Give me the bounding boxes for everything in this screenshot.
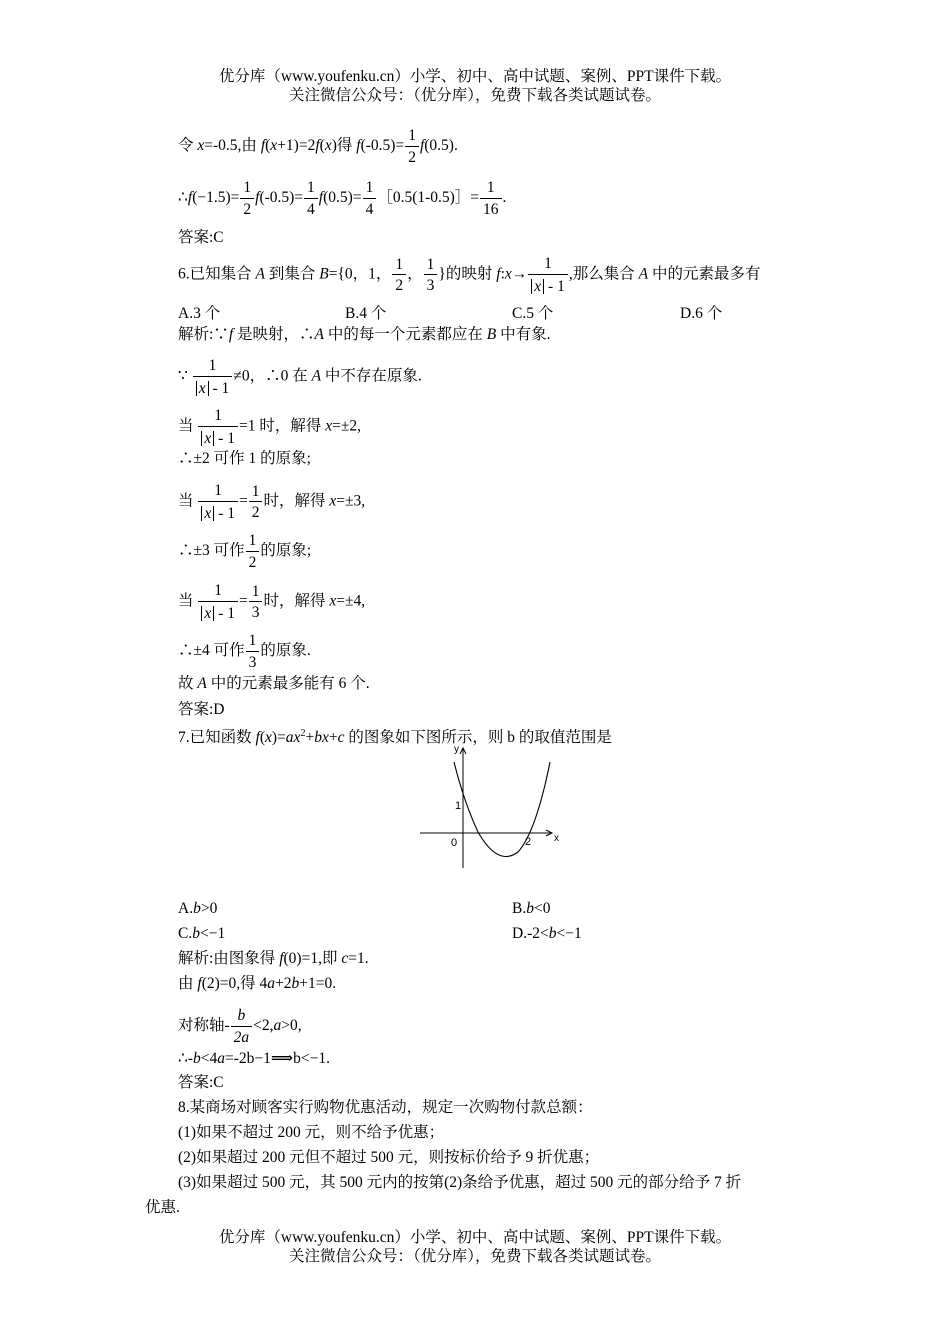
p5-answer: 答案:C bbox=[178, 229, 224, 246]
q6-option-d: D.6 个 bbox=[680, 305, 723, 322]
q8-line-2: (1)如果不超过 200 元，则不给予优惠； bbox=[178, 1124, 445, 1141]
header-line-1: 优分库（www.youfenku.cn）小学、初中、高中试题、案例、PPT课件下载。 bbox=[218, 68, 732, 85]
q8-line-3: (2)如果超过 200 元但不超过 500 元，则按标价给予 9 折优惠； bbox=[178, 1149, 600, 1166]
q7-solution-2: 由 f(2)=0,得 4a+2b+1=0. bbox=[178, 975, 337, 992]
q7-solution-1: 解析:由图象得 f(0)=1,即 c=1. bbox=[178, 950, 369, 967]
q7-solution-3: 对称轴- $\frac{b}{2a}$ <2,a>0, bbox=[178, 1007, 302, 1046]
fraction: $\frac{1}{3}$ bbox=[424, 257, 438, 294]
fraction: $\frac{1}{x - 1}$ bbox=[193, 358, 233, 396]
q6-option-b: B.4 个 bbox=[345, 305, 387, 322]
fraction: $\frac{1}{16}$ bbox=[480, 180, 502, 217]
q7-option-d: D.-2<b<−1 bbox=[512, 925, 582, 942]
q7-option-a: A.b>0 bbox=[178, 900, 218, 917]
fraction: $\frac{1}{x - 1}$ bbox=[198, 408, 238, 446]
footer-line-1: 优分库（www.youfenku.cn）小学、初中、高中试题、案例、PPT课件下载。 bbox=[218, 1229, 732, 1246]
q6-solution-3: 当 $\frac{1}{x - 1}$ =1 时，解得 x=±2, bbox=[178, 407, 361, 447]
fraction: $\frac{1}{x - 1}$ bbox=[198, 483, 238, 521]
y-axis-label: y bbox=[454, 744, 459, 755]
q6-solution-8: ∴±4 可作 $\frac{1}{3}$ 的原象. bbox=[178, 632, 311, 671]
footer-line-2: 关注微信公众号：（优分库），免费下载各类试题试卷。 bbox=[288, 1248, 661, 1265]
q6-solution-5: 当 $\frac{1}{x - 1}$ = $\frac{1}{2}$ 时，解得 x=±3, bbox=[178, 482, 366, 522]
q6-answer: 答案:D bbox=[178, 701, 225, 718]
fraction: $\frac{1}{2}$ bbox=[392, 257, 406, 294]
q6-solution-2: ∵ $\frac{1}{x - 1}$ ≠0，∴0 在 A 中不存在原象. bbox=[178, 357, 422, 397]
q8-line-1: 8.某商场对顾客实行购物优惠活动，规定一次购物付款总额： bbox=[178, 1099, 593, 1116]
x-intercept-label: 2 bbox=[525, 836, 532, 848]
y-intercept-label: 1 bbox=[455, 800, 462, 812]
q6-solution-6: ∴±3 可作 $\frac{1}{2}$ 的原象; bbox=[178, 532, 312, 571]
fraction: $\frac{1}{3}$ bbox=[249, 584, 263, 621]
q8-line-4: (3)如果超过 500 元，其 500 元内的按第(2)条给予优惠，超过 500 元的部分给予 7 折 bbox=[178, 1174, 742, 1191]
q7-option-c: C.b<−1 bbox=[178, 925, 226, 942]
parabola-curve bbox=[454, 762, 550, 857]
q8-line-5: 优惠. bbox=[145, 1199, 180, 1216]
fraction: $\frac{1}{x - 1}$ bbox=[528, 256, 568, 294]
fraction: $\frac{1}{4}$ bbox=[304, 180, 318, 217]
parabola-graph bbox=[418, 742, 568, 872]
q7-solution-4: ∴-b<4a=-2b−1⟹b<−1. bbox=[178, 1050, 331, 1067]
q7-option-b: B.b<0 bbox=[512, 900, 551, 917]
x-axis-label: x bbox=[554, 833, 559, 844]
fraction: $\frac{1}{2}$ bbox=[405, 128, 419, 165]
fraction: $\frac{1}{x - 1}$ bbox=[198, 583, 238, 621]
q6-option-c: C.5 个 bbox=[512, 305, 554, 322]
q6-solution-9: 故 A 中的元素最多能有 6 个. bbox=[178, 675, 370, 692]
fraction: $\frac{1}{4}$ bbox=[363, 180, 377, 217]
q7-stem: 7.已知函数 $f(x)=ax^2+bx+c$ 的图象如下图所示，则 b 的取值范围是 bbox=[178, 728, 612, 747]
fraction: $\frac{1}{2}$ bbox=[240, 180, 254, 217]
p5-line-1: 令 x=-0.5,由 f(x+1)=2f(x)得 f(-0.5)= $\frac{1}{2}$ f(0.5). bbox=[178, 127, 458, 166]
q6-option-a: A.3 个 bbox=[178, 305, 221, 322]
header-line-2: 关注微信公众号：（优分库），免费下载各类试题试卷。 bbox=[288, 87, 661, 104]
fraction: $\frac{1}{2}$ bbox=[249, 484, 263, 521]
p5-line-2: ∴f(−1.5)= $\frac{1}{2}$ f(-0.5)= $\frac{1}{4}$ f(0.5)= $\frac{1}{4}$ ［0.5(1-0.5)］= $\frac{1}{16}$ . bbox=[178, 179, 507, 218]
q6-stem: 6.已知集合 A 到集合 B={0，1， $\frac{1}{2}$ ， $\frac{1}{3}$ }的映射 f:x→ $\frac{1}{x - 1}$ ,那么集合 A 中的元素最多有 bbox=[178, 255, 761, 295]
origin-label: 0 bbox=[451, 837, 458, 849]
q6-solution-1: 解析:∵f 是映射，∴A 中的每一个元素都应在 B 中有象. bbox=[178, 326, 551, 343]
fraction: $\frac{b}{2a}$ bbox=[231, 1008, 253, 1045]
fraction: $\frac{1}{3}$ bbox=[246, 633, 260, 670]
q7-answer: 答案:C bbox=[178, 1074, 224, 1091]
fraction: $\frac{1}{2}$ bbox=[246, 533, 260, 570]
q6-solution-7: 当 $\frac{1}{x - 1}$ = $\frac{1}{3}$ 时，解得 x=±4, bbox=[178, 582, 366, 622]
q6-solution-4: ∴±2 可作 1 的原象; bbox=[178, 450, 311, 467]
